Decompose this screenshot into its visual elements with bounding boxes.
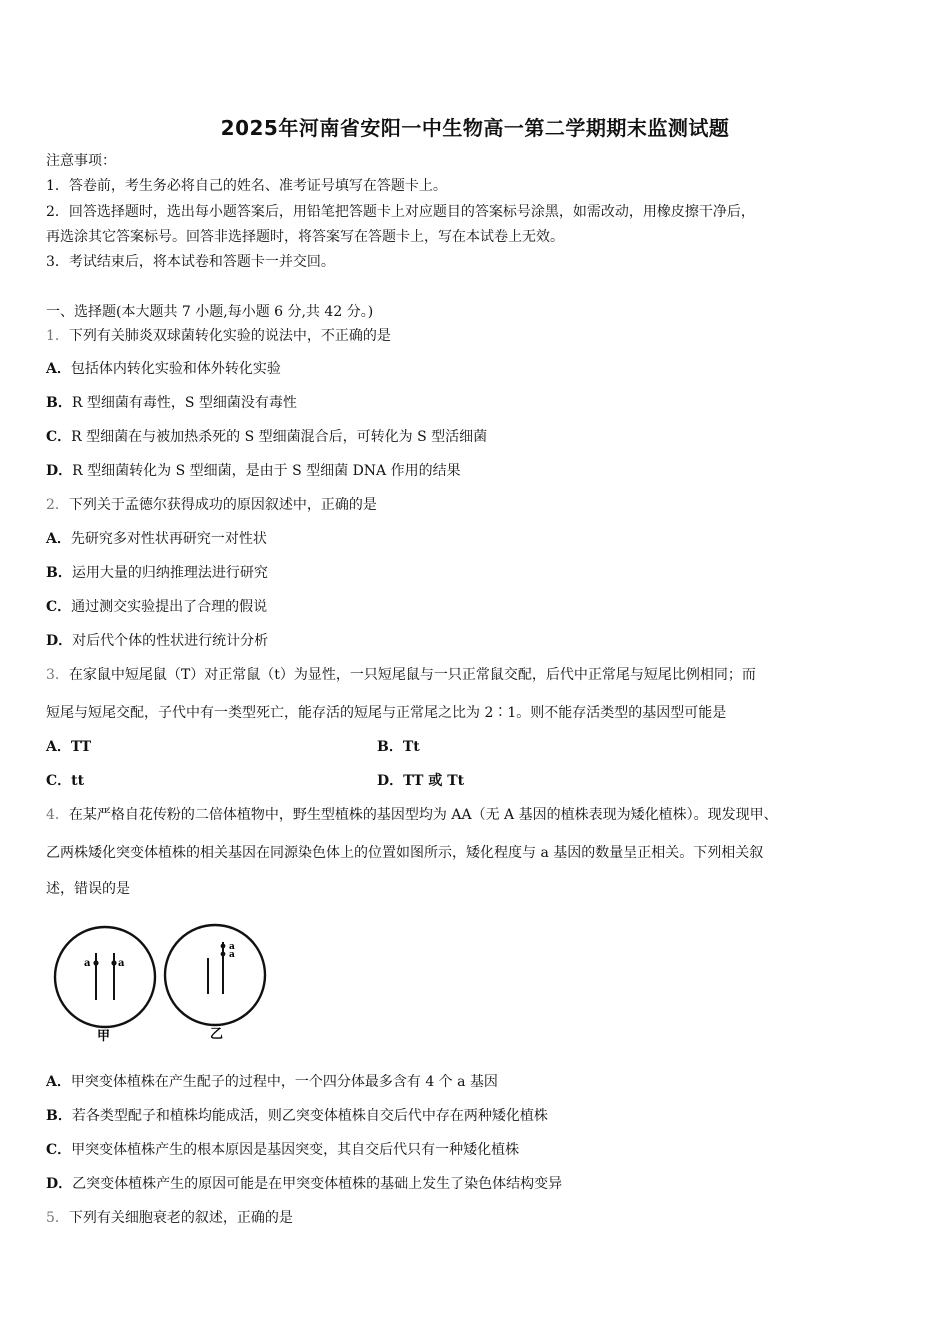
option-text: TT <box>70 739 92 755</box>
notice-item-2-cont: 再选涂其它答案标号。回答非选择题时，将答案写在答题卡上，写在本试卷上无效。 <box>46 229 564 245</box>
option-text: 甲突变体植株产生的根本原因是基因突变，其自交后代只有一种矮化植株 <box>71 1142 520 1158</box>
q2-option-d <box>46 631 268 651</box>
q4-option-a <box>46 1072 498 1092</box>
question-5-stem <box>46 1208 293 1228</box>
gene-locus-jia-left <box>93 960 98 965</box>
question-text: 下列关于孟德尔获得成功的原因叙述中，正确的是 <box>68 497 377 513</box>
section-heading: 一、选择题(本大题共 7 小题,每小题 6 分,共 42 分。) <box>46 304 374 320</box>
gene-label: a <box>84 958 91 969</box>
option-text: R 型细菌在与被加热杀死的 S 型细菌混合后，可转化为 S 型活细菌 <box>71 429 488 445</box>
q3-option-d <box>377 771 464 791</box>
question-number: 3． <box>46 667 69 683</box>
option-label: B． <box>377 739 403 755</box>
option-text: 若各类型配子和植株均能成活，则乙突变体植株自交后代中存在两种矮化植株 <box>71 1108 548 1124</box>
notice-item-3: 3．考试结束后，将本试卷和答题卡一并交回。 <box>46 254 335 270</box>
option-label: C． <box>46 599 72 615</box>
gene-locus-jia-right <box>111 960 116 965</box>
option-text: tt <box>71 773 85 789</box>
notice-item-2: 2．回答选择题时，选出每小题答案后，用铅笔把答题卡上对应题目的答案标号涂黑，如需改动，用橡皮擦干净后， <box>46 204 755 220</box>
question-text: 下列有关细胞衰老的叙述，正确的是 <box>68 1210 293 1226</box>
option-label: D． <box>46 1176 73 1192</box>
question-number: 2． <box>46 497 69 513</box>
option-label: C． <box>46 773 72 789</box>
option-label: A． <box>46 739 71 755</box>
option-text: R 型细菌转化为 S 型细菌，是由于 S 型细菌 DNA 作用的结果 <box>72 463 461 479</box>
question-text: 下列有关肺炎双球菌转化实验的说法中，不正确的是 <box>68 328 391 344</box>
option-label: A． <box>46 361 71 377</box>
q2-option-b <box>46 563 268 583</box>
gene-locus-yi-upper <box>221 944 226 949</box>
option-label: C． <box>46 1142 72 1158</box>
q3-option-c <box>46 771 84 791</box>
option-text: Tt <box>402 739 420 755</box>
gene-label: a <box>229 942 235 952</box>
option-label: D． <box>46 633 73 649</box>
option-text: 包括体内转化实验和体外转化实验 <box>70 361 281 377</box>
option-text: 通过测交实验提出了合理的假说 <box>71 599 268 615</box>
question-4-stem <box>46 805 778 825</box>
chromosome-figure <box>48 914 284 1056</box>
question-1-stem <box>46 326 391 346</box>
gene-label: a <box>118 958 125 969</box>
question-number: 1． <box>46 328 69 344</box>
question-number: 5． <box>46 1210 69 1226</box>
q2-option-a <box>46 529 267 549</box>
page-title: 2025年河南省安阳一中生物高一第二学期期末监测试题 <box>220 116 730 140</box>
q3-option-b <box>377 737 420 757</box>
q1-option-c <box>46 427 487 447</box>
option-label: B． <box>46 395 72 411</box>
q1-option-d <box>46 461 461 481</box>
q3-option-a <box>46 737 91 757</box>
q4-option-b <box>46 1106 548 1126</box>
option-text: 对后代个体的性状进行统计分析 <box>72 633 269 649</box>
option-label: C． <box>46 429 72 445</box>
gene-locus-yi-lower <box>221 952 226 957</box>
question-text: 在某严格自花传粉的二倍体植物中，野生型植株的基因型均为 AA（无 A 基因的植株表现为矮化植株）。现发现甲、 <box>68 807 778 823</box>
option-label: D． <box>46 463 73 479</box>
q4-option-c <box>46 1140 519 1160</box>
gene-label: a <box>229 950 235 960</box>
option-label: B． <box>46 1108 72 1124</box>
cell-yi-label: 乙 <box>210 1027 224 1042</box>
cell-yi-circle <box>165 925 265 1025</box>
option-label: B． <box>46 565 72 581</box>
question-3-stem-cont: 短尾与短尾交配，子代中有一类型死亡，能存活的短尾与正常尾之比为 2∶1。则不能存活类型的基因型可能是 <box>46 705 727 721</box>
question-4-stem-cont-1: 乙两株矮化突变体植株的相关基因在同源染色体上的位置如图所示，矮化程度与 a 基因的数量呈正相关。下列相关叙 <box>46 845 764 861</box>
option-label: D． <box>377 773 404 789</box>
question-2-stem <box>46 495 377 515</box>
option-text: 甲突变体植株在产生配子的过程中，一个四分体最多含有 4 个 a 基因 <box>70 1074 498 1090</box>
cell-jia-label: 甲 <box>97 1029 111 1044</box>
notice-item-1: 1．答卷前，考生务必将自己的姓名、准考证号填写在答题卡上。 <box>46 178 447 194</box>
option-label: A． <box>46 531 71 547</box>
question-3-stem <box>46 665 756 685</box>
question-number: 4． <box>46 807 69 823</box>
notice-heading: 注意事项： <box>46 153 116 169</box>
question-4-stem-cont-2: 述，错误的是 <box>46 881 130 897</box>
option-text: R 型细菌有毒性，S 型细菌没有毒性 <box>71 395 297 411</box>
q2-option-c <box>46 597 267 617</box>
q4-option-d <box>46 1174 562 1194</box>
option-label: A． <box>46 1074 71 1090</box>
cell-jia-circle <box>55 927 155 1027</box>
question-text: 在家鼠中短尾鼠（T）对正常鼠（t）为显性，一只短尾鼠与一只正常鼠交配，后代中正常尾与短尾比例相同；而 <box>68 667 756 683</box>
q1-option-a <box>46 359 281 379</box>
option-text: 先研究多对性状再研究一对性状 <box>70 531 267 547</box>
option-text: TT 或 Tt <box>403 773 465 789</box>
option-text: 运用大量的归纳推理法进行研究 <box>71 565 268 581</box>
option-text: 乙突变体植株产生的原因可能是在甲突变体植株的基础上发生了染色体结构变异 <box>72 1176 563 1192</box>
q1-option-b <box>46 393 297 413</box>
